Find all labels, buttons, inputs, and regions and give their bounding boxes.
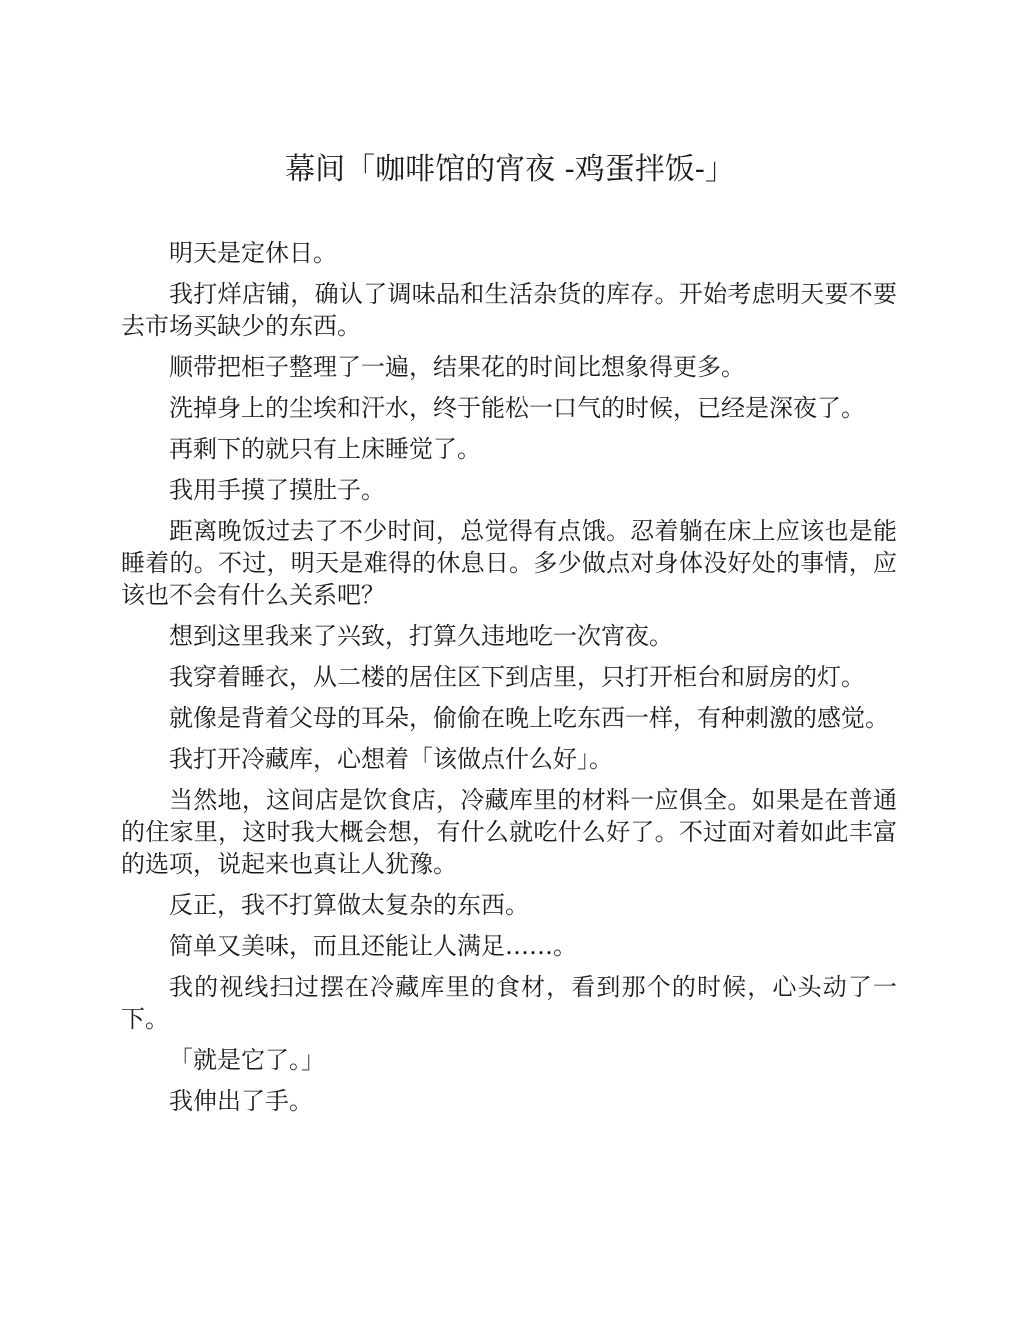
- paragraph: 我打开冷藏库，心想着「该做点什么好」。: [169, 745, 613, 773]
- paragraph: 「就是它了。」: [169, 1046, 325, 1074]
- paragraph: 我用手摸了摸肚子。: [169, 476, 385, 504]
- chapter-title: 幕间「咖啡馆的宵夜 -鸡蛋拌饭-」: [285, 152, 735, 187]
- paragraph: 我的视线扫过摆在冷藏库里的食材，看到那个的时候，心头动了一下。: [121, 973, 897, 1033]
- paragraph: 顺带把柜子整理了一遍，结果花的时间比想象得更多。: [169, 353, 745, 381]
- paragraph: 想到这里我来了兴致，打算久违地吃一次宵夜。: [169, 622, 673, 650]
- paragraph: 简单又美味，而且还能让人满足……。: [169, 932, 577, 960]
- paragraph: 就像是背着父母的耳朵，偷偷在晚上吃东西一样，有种刺激的感觉。: [169, 704, 889, 732]
- paragraph: 洗掉身上的尘埃和汗水，终于能松一口气的时候，已经是深夜了。: [169, 394, 865, 422]
- body-text: [121, 237, 897, 1126]
- paragraph: 反正，我不打算做太复杂的东西。: [169, 891, 529, 919]
- paragraph: 当然地，这间店是饮食店，冷藏库里的材料一应俱全。如果是在普通的住家里，这时我大概会想，有什么就吃什么好了。不过面对着如此丰富的选项，说起来也真让人犹豫。: [121, 786, 897, 878]
- paragraph: 我穿着睡衣，从二楼的居住区下到店里，只打开柜台和厨房的灯。: [169, 663, 865, 691]
- paragraph: 明天是定休日。: [169, 239, 337, 267]
- paragraph: 再剩下的就只有上床睡觉了。: [169, 435, 481, 463]
- paragraph: 我打烊店铺，确认了调味品和生活杂货的库存。开始考虑明天要不要去市场买缺少的东西。: [121, 280, 897, 340]
- paragraph: 距离晚饭过去了不少时间，总觉得有点饿。忍着躺在床上应该也是能睡着的。不过，明天是难得的休息日。多少做点对身体没好处的事情，应该也不会有什么关系吧？: [121, 517, 897, 609]
- paragraph: 我伸出了手。: [169, 1087, 313, 1115]
